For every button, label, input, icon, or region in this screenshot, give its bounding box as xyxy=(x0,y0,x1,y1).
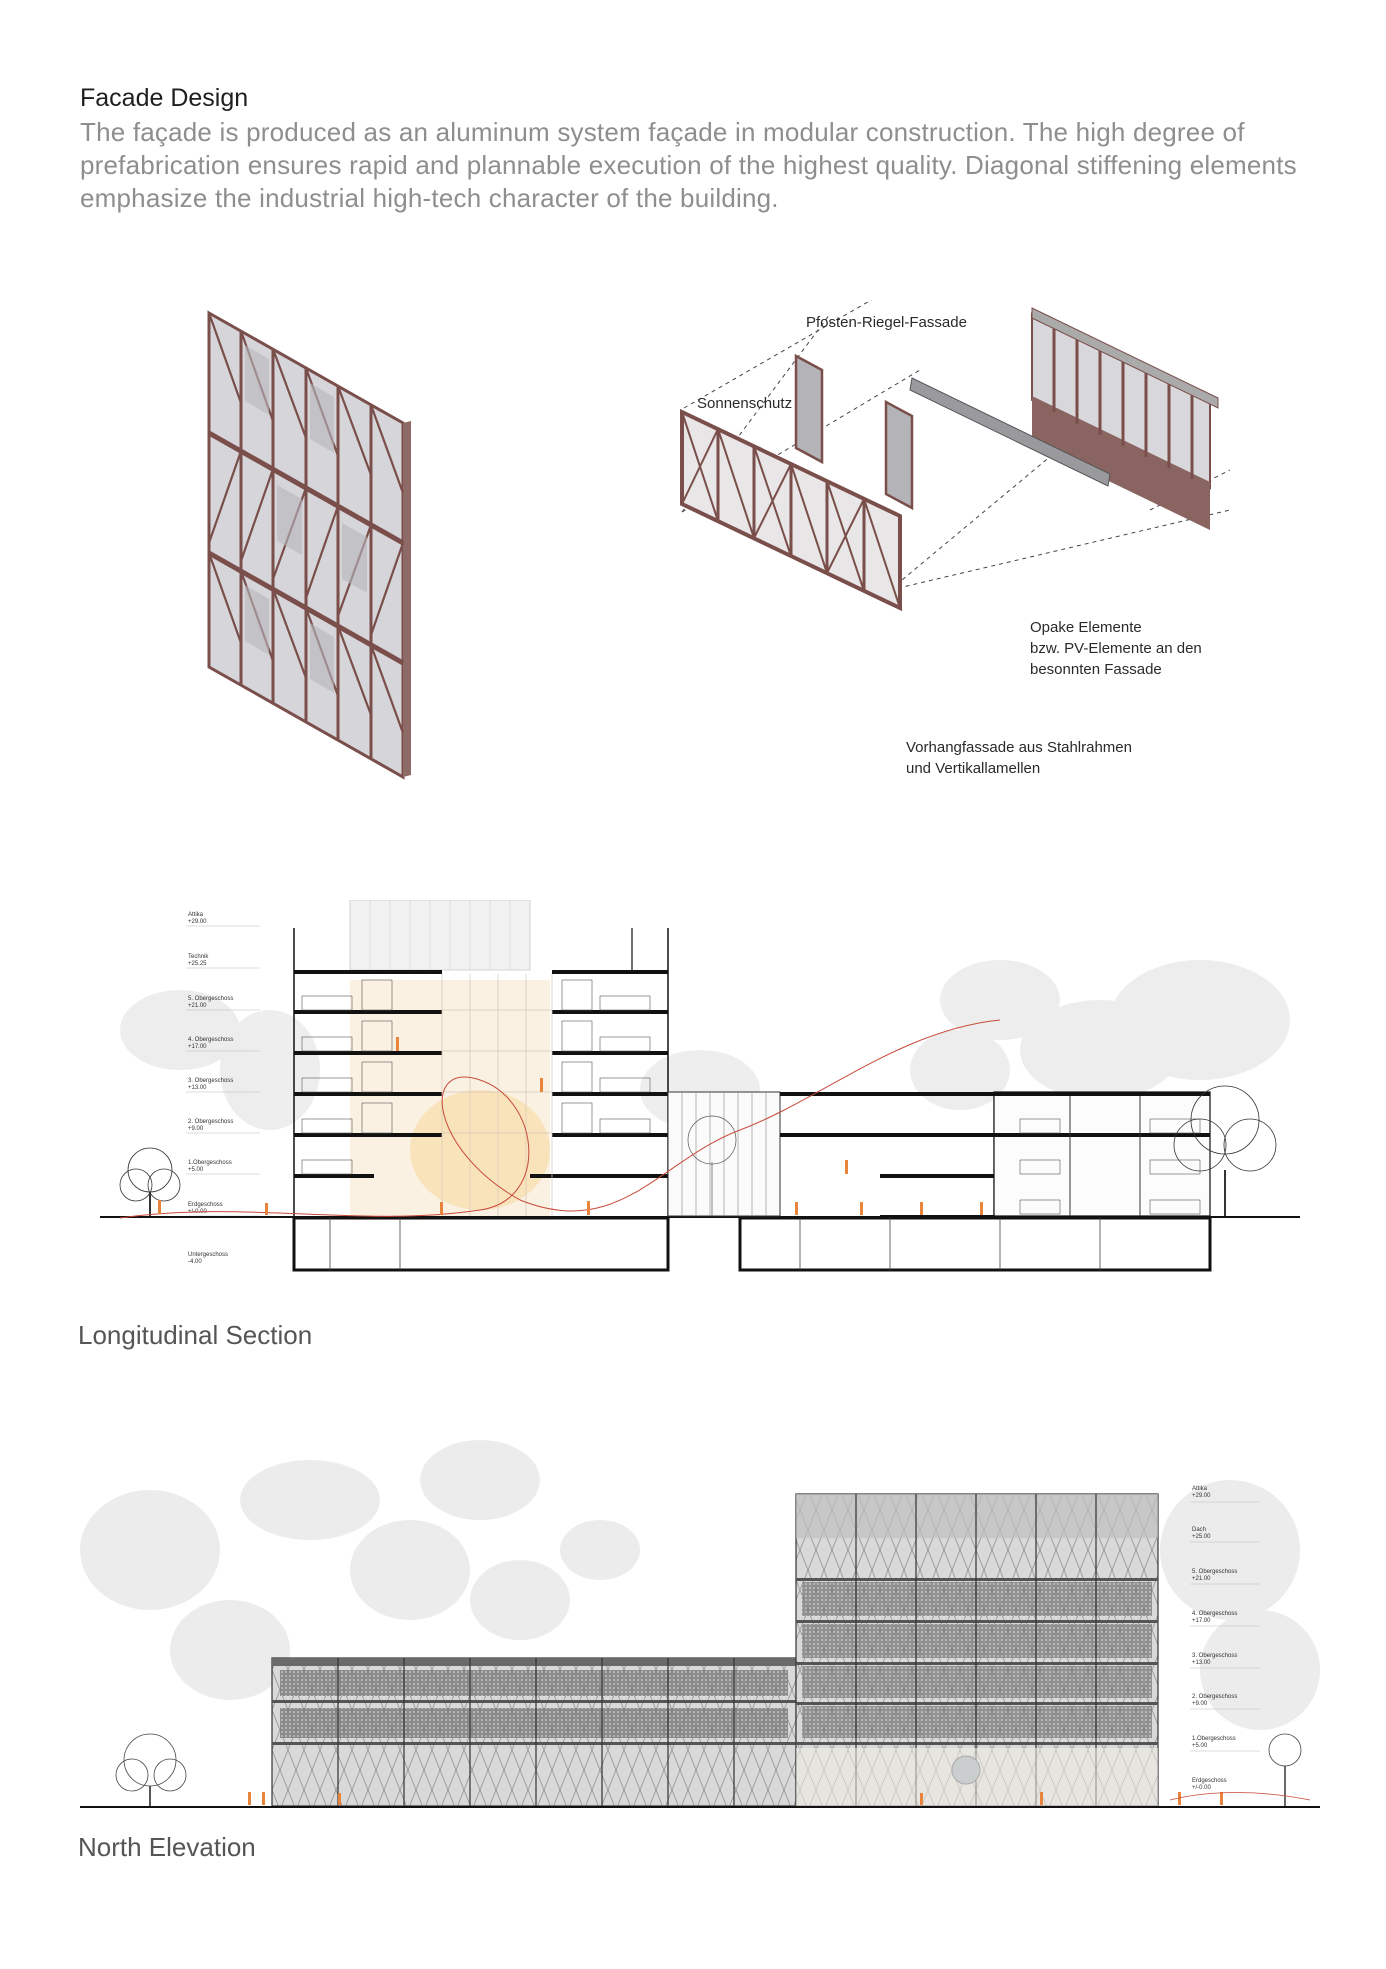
level-value: +9.00 xyxy=(188,1126,204,1132)
tree-left xyxy=(120,1148,180,1216)
level-label: 5. Obergeschoss xyxy=(1192,1569,1238,1575)
label-sonnenschutz: Sonnenschutz xyxy=(697,395,793,412)
level-value: -4.00 xyxy=(188,1259,202,1265)
north-elevation-drawing xyxy=(80,1430,1320,1810)
level-label: 4. Obergeschoss xyxy=(188,1037,234,1043)
page-title: Facade Design xyxy=(80,84,249,112)
label-opake-line-3: besonnten Fassade xyxy=(1030,661,1162,678)
level-label: 1.Obergeschoss xyxy=(1192,1736,1236,1742)
intro-text: The façade is produced as an aluminum system façade in modular construction. The high degree of prefabrication ensures rapid and plannable execution of the highest quality. Diagonal stiffening elements emphasize the industrial high-tech character of the building. xyxy=(80,117,1297,213)
level-label: Attika xyxy=(1192,1486,1208,1492)
level-value: +21.00 xyxy=(1192,1576,1211,1582)
label-vorhang-line-1: Vorhangfassade aus Stahlrahmen xyxy=(906,739,1132,756)
level-label: 4. Obergeschoss xyxy=(1192,1611,1238,1617)
level-label: Erdgeschoss xyxy=(188,1202,223,1208)
level-value: +29.00 xyxy=(188,919,207,925)
level-label: Technik xyxy=(188,954,209,960)
level-label: Dach xyxy=(1192,1527,1207,1533)
level-label: 1.Obergeschoss xyxy=(188,1160,232,1166)
level-value: +29.00 xyxy=(1192,1493,1211,1499)
label-vorhang-line-2: und Vertikallamellen xyxy=(906,760,1041,777)
label-opake-elemente xyxy=(1030,617,1202,680)
label-pfosten-riegel: Pfosten-Riegel-Fassade xyxy=(806,314,967,331)
level-label: Attika xyxy=(188,912,204,918)
level-value: +9.00 xyxy=(1192,1701,1208,1707)
exploded-facade-diagram xyxy=(670,300,1230,640)
facade-module-isometric xyxy=(195,305,415,785)
level-value: +21.00 xyxy=(188,1003,207,1009)
level-label: 5. Obergeschoss xyxy=(188,996,234,1002)
opaque-panel xyxy=(796,356,822,462)
level-label: 2. Obergeschoss xyxy=(1192,1694,1238,1700)
level-value: +13.00 xyxy=(188,1085,207,1091)
level-value: +/-0.00 xyxy=(1192,1785,1211,1791)
section-caption: Longitudinal Section xyxy=(78,1320,313,1350)
post-beam-facade-element xyxy=(1032,308,1218,530)
label-opake-line-1: Opake Elemente xyxy=(1030,619,1142,636)
level-label: 3. Obergeschoss xyxy=(188,1078,234,1084)
tree-right xyxy=(1269,1734,1301,1806)
level-value: +5.00 xyxy=(1192,1743,1208,1749)
level-value: +13.00 xyxy=(1192,1660,1211,1666)
level-value: +25.00 xyxy=(1192,1534,1211,1540)
level-value: +17.00 xyxy=(1192,1618,1211,1624)
label-vorhangfassade xyxy=(906,737,1132,779)
level-label: 2. Obergeschoss xyxy=(188,1119,234,1125)
label-opake-line-2: bzw. PV-Elemente an den xyxy=(1030,640,1202,657)
longitudinal-section-drawing xyxy=(100,900,1300,1300)
elevation-caption: North Elevation xyxy=(78,1832,256,1862)
level-label: Untergeschoss xyxy=(188,1252,229,1258)
tree-left xyxy=(116,1734,186,1806)
level-value: +5.00 xyxy=(188,1167,204,1173)
level-label: 3. Obergeschoss xyxy=(1192,1653,1238,1659)
level-value: +17.00 xyxy=(188,1044,207,1050)
opaque-panel xyxy=(886,402,912,508)
steel-frame-curtain-wall xyxy=(682,412,900,608)
level-value: +25.25 xyxy=(188,961,207,967)
level-value: +/-0.00 xyxy=(188,1209,207,1215)
level-label: Erdgeschoss xyxy=(1192,1778,1227,1784)
